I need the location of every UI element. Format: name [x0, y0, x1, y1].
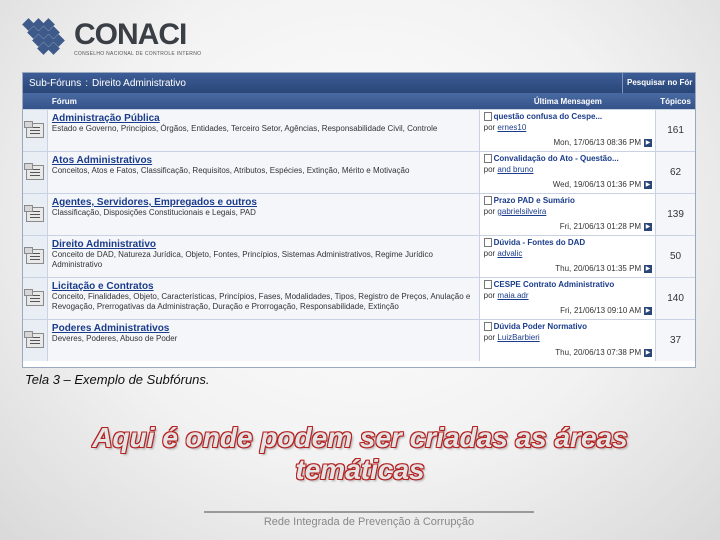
- forum-folder-icon: [26, 207, 44, 222]
- forum-folder-icon: [26, 123, 44, 138]
- forum-name-link[interactable]: Administração Pública: [51, 113, 160, 124]
- table-header: [23, 93, 695, 109]
- footer-divider: [204, 511, 534, 513]
- forum-folder-cell: [23, 152, 48, 193]
- forum-folder-cell: [23, 110, 48, 151]
- by-label: por: [483, 207, 496, 216]
- last-message-date: [560, 222, 652, 231]
- by-label: por: [483, 165, 496, 174]
- forum-folder-icon: [26, 249, 44, 264]
- forum-description: Classificação, Disposições Constitucionais e Legais, PAD: [51, 208, 256, 217]
- go-to-post-icon[interactable]: ▶: [645, 349, 651, 356]
- topics-count: 50: [656, 236, 695, 277]
- forum-folder-cell: [23, 320, 48, 361]
- by-label: por: [483, 249, 496, 258]
- last-message-title[interactable]: Convalidação do Ato - Questão...: [493, 154, 619, 163]
- forum-cell: [48, 110, 480, 151]
- author-link[interactable]: advalic: [497, 249, 523, 258]
- by-label: por: [483, 123, 496, 132]
- last-message-title[interactable]: Dúvida Poder Normativo: [493, 322, 587, 331]
- last-message-cell: [480, 110, 656, 151]
- headline: Aqui é onde podem ser criadas as áreas temáticas: [92, 422, 628, 485]
- forum-description: Deveres, Poderes, Abuso de Poder: [51, 334, 178, 343]
- last-message-author: [484, 207, 652, 216]
- forum-cell: [48, 320, 480, 361]
- last-message-title[interactable]: Prazo PAD e Sumário: [493, 196, 575, 205]
- table-row: [23, 235, 695, 277]
- forum-cell: [48, 194, 480, 235]
- table-row: [23, 193, 695, 235]
- post-icon: [484, 154, 492, 163]
- forum-folder-cell: [23, 194, 48, 235]
- last-message-title-link[interactable]: [484, 280, 652, 289]
- last-message-title[interactable]: CESPE Contrato Administrativo: [493, 280, 615, 289]
- column-topics: Tópicos: [660, 96, 691, 106]
- last-message-date: [553, 180, 652, 189]
- forum-name-link[interactable]: Atos Administrativos: [51, 155, 153, 166]
- go-to-post-icon[interactable]: ▶: [645, 223, 651, 230]
- forum-name-link[interactable]: Agentes, Servidores, Empregados e outros: [51, 197, 257, 208]
- conaci-logo: [20, 14, 201, 62]
- last-message-title[interactable]: Dúvida - Fontes do DAD: [493, 238, 586, 247]
- forum-cell: [48, 152, 480, 193]
- go-to-post-icon[interactable]: ▶: [645, 307, 651, 314]
- panel-header: [23, 73, 695, 93]
- topics-count: 140: [656, 278, 695, 319]
- last-message-author: [484, 291, 652, 300]
- last-message-date: [553, 138, 652, 147]
- forum-folder-cell: [23, 278, 48, 319]
- logo-subtitle: CONSELHO NACIONAL DE CONTROLE INTERNO: [74, 50, 202, 57]
- forum-folder-icon: [26, 333, 44, 348]
- last-message-title-link[interactable]: [484, 112, 652, 121]
- author-link[interactable]: ernes10: [497, 123, 527, 132]
- post-icon: [484, 238, 492, 247]
- post-icon: [484, 322, 492, 331]
- by-label: por: [483, 291, 496, 300]
- figure-caption: Tela 3 – Exemplo de Subfóruns.: [25, 372, 210, 387]
- topics-count: 161: [656, 110, 695, 151]
- forum-name-link[interactable]: Poderes Administrativos: [51, 323, 170, 334]
- forum-description: Conceitos, Atos e Fatos, Classificação, Requisitos, Atributos, Espécies, Extinção, Mérito e Motivação: [51, 166, 410, 175]
- go-to-post-icon[interactable]: ▶: [645, 265, 651, 272]
- topics-count: 62: [656, 152, 695, 193]
- last-message-cell: [480, 278, 656, 319]
- date-text: Fri, 21/06/13 01:28 PM: [559, 222, 642, 231]
- date-text: Thu, 20/06/13 01:35 PM: [555, 264, 642, 273]
- search-forum-link[interactable]: Pesquisar no Fór: [622, 73, 695, 93]
- last-message-title-link[interactable]: [484, 154, 652, 163]
- last-message-cell: [480, 194, 656, 235]
- forum-name-link[interactable]: Direito Administrativo: [51, 239, 157, 250]
- forum-description: Estado e Governo, Princípios, Órgãos, Entidades, Terceiro Setor, Agências, Responsabilidade Civil, Controle: [51, 124, 438, 133]
- last-message-date: [560, 306, 652, 315]
- forum-description: Conceito, Finalidades, Objeto, Características, Princípios, Fases, Modalidades, Tipos, Registro de Preços, Anulação e Revogação, Prerrogativas da Administração, Duração e Prorrogação, Responsabilidade, Extinção: [51, 292, 471, 311]
- last-message-cell: [480, 320, 656, 361]
- last-message-author: [484, 123, 652, 132]
- forum-description: Conceito de DAD, Natureza Jurídica, Objeto, Fontes, Princípios, Sistemas Administrativos, Regime Jurídico Administrativo: [51, 250, 433, 269]
- post-icon: [484, 280, 492, 289]
- last-message-author: [484, 165, 652, 174]
- table-row: [23, 277, 695, 319]
- table-row: [23, 109, 695, 151]
- forum-cell: [48, 236, 480, 277]
- forum-folder-icon: [26, 291, 44, 306]
- last-message-date: [555, 264, 652, 273]
- last-message-date: [555, 348, 652, 357]
- header-title[interactable]: Direito Administrativo: [92, 77, 186, 89]
- forum-folder-icon: [26, 165, 44, 180]
- go-to-post-icon[interactable]: ▶: [645, 181, 651, 188]
- post-icon: [484, 196, 492, 205]
- author-link[interactable]: LuizBarbieri: [497, 333, 540, 342]
- header-separator: :: [85, 77, 89, 89]
- forum-name-link[interactable]: Licitação e Contratos: [51, 281, 154, 292]
- column-forum: Fórum: [51, 96, 77, 106]
- forum-folder-cell: [23, 236, 48, 277]
- go-to-post-icon[interactable]: ▶: [645, 139, 651, 146]
- last-message-cell: [480, 236, 656, 277]
- column-last-message: Última Mensagem: [533, 96, 602, 106]
- last-message-title-link[interactable]: [484, 322, 652, 331]
- last-message-title-link[interactable]: [484, 196, 652, 205]
- footer-text: Rede Integrada de Prevenção à Corrupção: [263, 516, 475, 528]
- last-message-author: [484, 333, 652, 342]
- date-text: Fri, 21/06/13 09:10 AM: [560, 306, 642, 315]
- by-label: por: [483, 333, 496, 342]
- last-message-title[interactable]: questão confusa do Cespe...: [493, 112, 603, 121]
- topics-count: 37: [656, 320, 695, 361]
- table-row: [23, 151, 695, 193]
- author-link[interactable]: and bruno: [497, 165, 534, 174]
- logo-name: CONACI: [74, 17, 187, 51]
- date-text: Mon, 17/06/13 08:36 PM: [553, 138, 642, 147]
- date-text: Wed, 19/06/13 01:36 PM: [552, 180, 642, 189]
- post-icon: [484, 112, 492, 121]
- date-text: Thu, 20/06/13 07:38 PM: [555, 348, 642, 357]
- logo-diamond-icon: [20, 14, 68, 62]
- table-row: [23, 319, 695, 361]
- last-message-title-link[interactable]: [484, 238, 652, 247]
- topics-count: 139: [656, 194, 695, 235]
- subforum-panel: [22, 72, 696, 368]
- header-label: Sub-Fóruns: [29, 77, 82, 89]
- forum-cell: [48, 278, 480, 319]
- author-link[interactable]: maia.adr: [497, 291, 529, 300]
- last-message-author: [484, 249, 652, 258]
- last-message-cell: [480, 152, 656, 193]
- author-link[interactable]: gabrielsilveira: [497, 207, 547, 216]
